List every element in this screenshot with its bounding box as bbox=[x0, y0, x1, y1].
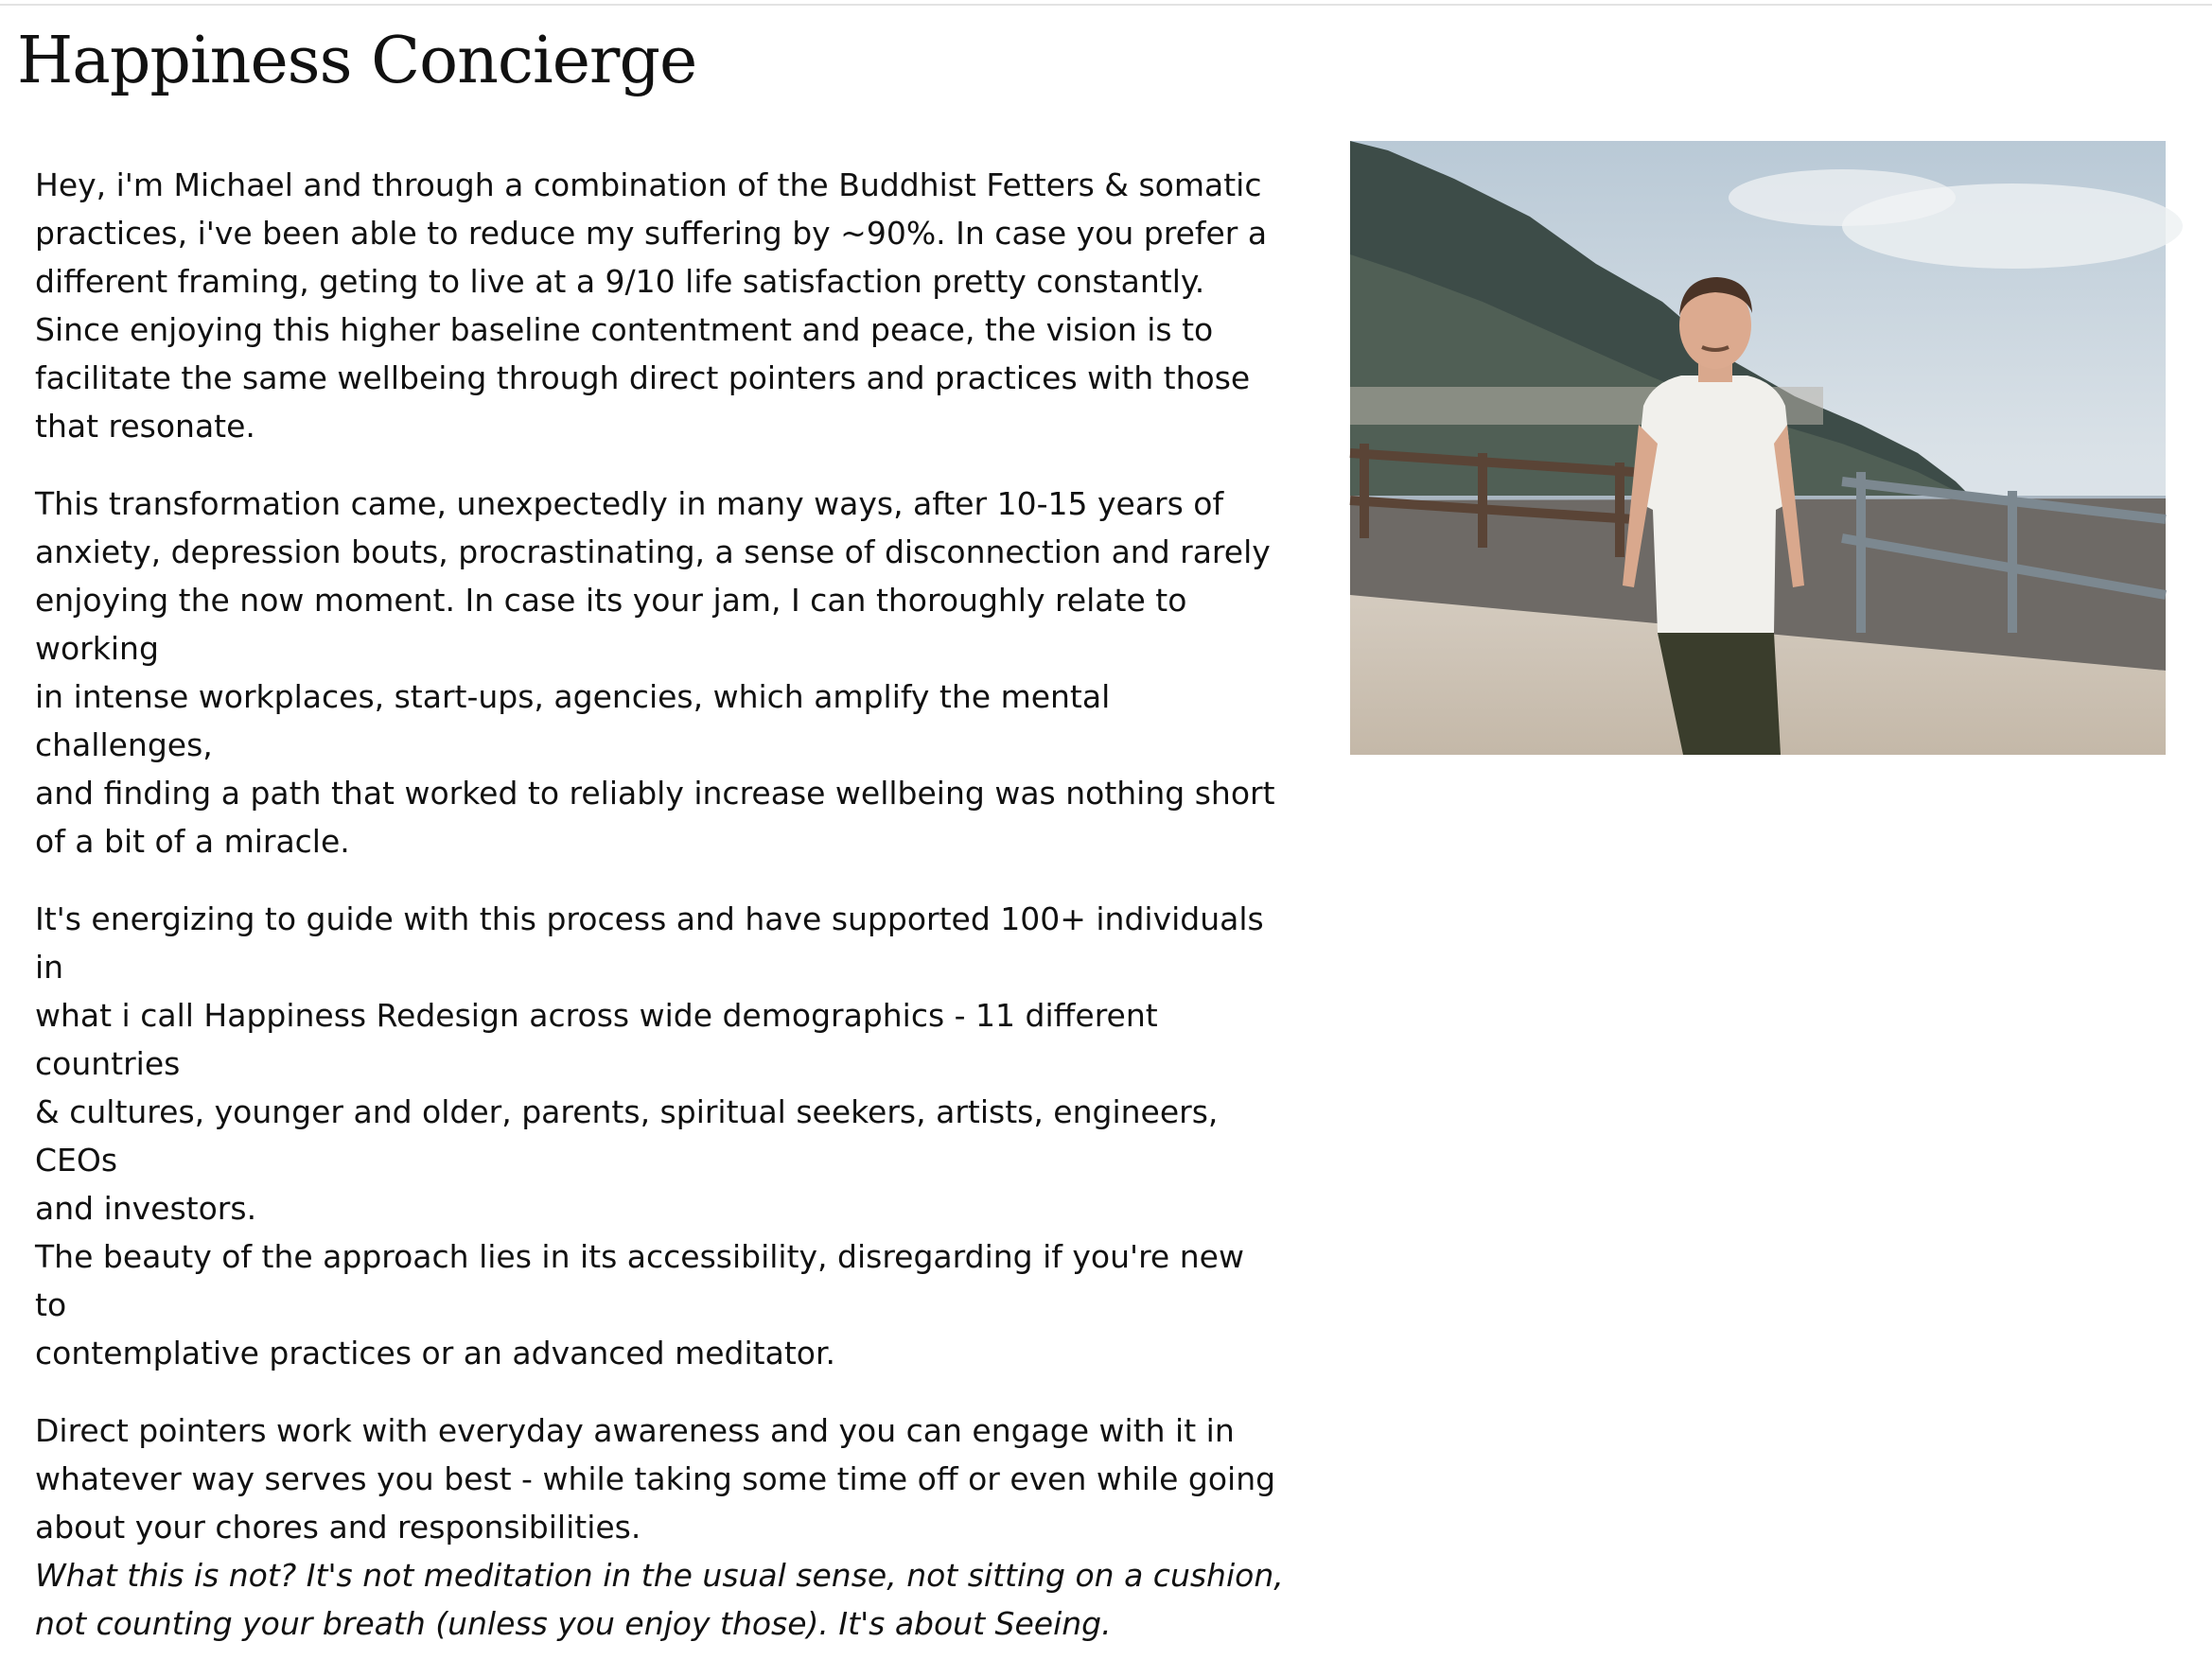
paragraph-transformation bbox=[35, 480, 1284, 865]
text-line: This transformation came, unexpectedly in many ways, after 10-15 years of bbox=[35, 485, 1224, 522]
paragraph-intro bbox=[35, 161, 1284, 450]
text-line: The beauty of the approach lies in its accessibility, disregarding if you're new to bbox=[35, 1238, 1244, 1323]
italic-line: What this is not? It's not meditation in the usual sense, not sitting on a cushion, bbox=[35, 1557, 1284, 1594]
text-line: & cultures, younger and older, parents, spiritual seekers, artists, engineers, CEOs bbox=[35, 1093, 1219, 1179]
text-line: practices, i've been able to reduce my suffering by ~90%. In case you prefer a bbox=[35, 215, 1268, 252]
text-line: and finding a path that worked to reliably increase wellbeing was nothing short bbox=[35, 775, 1275, 812]
site-title[interactable]: Happiness Concierge bbox=[17, 24, 697, 98]
top-divider bbox=[0, 0, 2212, 6]
text-line: It's energizing to guide with this process and have supported 100+ individuals in bbox=[35, 900, 1264, 986]
profile-photo bbox=[1350, 141, 2166, 755]
text-line: facilitate the same wellbeing through direct pointers and practices with those bbox=[35, 359, 1251, 396]
text-line: in intense workplaces, start-ups, agencies, which amplify the mental challenges, bbox=[35, 678, 1111, 763]
text-line: that resonate. bbox=[35, 408, 255, 445]
text-line: different framing, geting to live at a 9/10 life satisfaction pretty constantly. bbox=[35, 263, 1205, 300]
paragraph-direct-pointers bbox=[35, 1406, 1284, 1648]
text-line: contemplative practices or an advanced meditator. bbox=[35, 1335, 835, 1371]
text-line: Since enjoying this higher baseline contentment and peace, the vision is to bbox=[35, 311, 1214, 348]
text-line: of a bit of a miracle. bbox=[35, 823, 350, 860]
paragraph-guidance bbox=[35, 895, 1284, 1377]
text-line: about your chores and responsibilities. bbox=[35, 1509, 641, 1546]
italic-line: not counting your breath (unless you enjoy those). It's about Seeing. bbox=[35, 1605, 1112, 1642]
text-line: what i call Happiness Redesign across wide demographics - 11 different countries bbox=[35, 997, 1158, 1082]
text-line: whatever way serves you best - while taking some time off or even while going bbox=[35, 1460, 1276, 1497]
text-line: Hey, i'm Michael and through a combination of the Buddhist Fetters & somatic bbox=[35, 166, 1262, 203]
text-line: and investors. bbox=[35, 1190, 257, 1227]
text-line: Direct pointers work with everyday awareness and you can engage with it in bbox=[35, 1412, 1235, 1449]
text-line: enjoying the now moment. In case its your jam, I can thoroughly relate to working bbox=[35, 582, 1187, 667]
text-line: anxiety, depression bouts, procrastinating, a sense of disconnection and rarely bbox=[35, 533, 1271, 570]
intro-text bbox=[35, 161, 1284, 1677]
